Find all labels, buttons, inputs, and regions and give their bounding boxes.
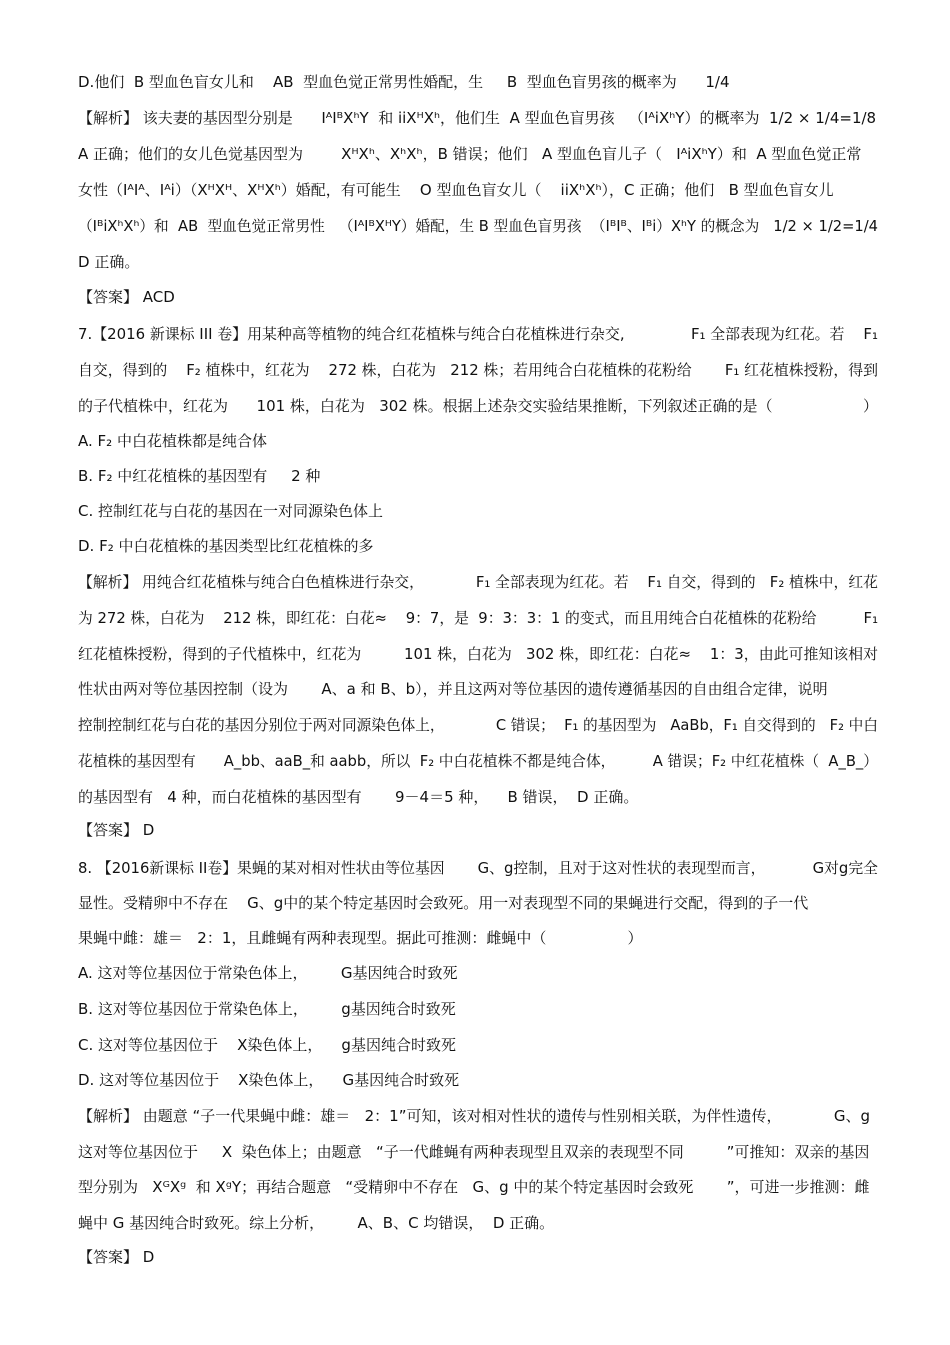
text-line-content: 为 272 株，白花为 212 株，即红花：白花≈ 9：7，是 9：3：3：1 的变式，而且用纯合白花植株的花粉给 F₁ — [78, 609, 878, 627]
text-line — [78, 787, 878, 807]
text-line-content: 的子代植株中，红花为 101 株，白花为 302 株。根据上述杂交实验结果推断，下列叙述正确的是（ ） — [78, 397, 878, 415]
text-line-content: B. F₂ 中红花植株的基因型有 2 种 — [78, 467, 321, 485]
text-line-content: 这对等位基因位于 X 染色体上；由题意 “子一代雌蝇有两种表现型且双亲的表现型不同 ”可推知：双亲的基因 — [78, 1143, 870, 1161]
text-line — [78, 1106, 878, 1126]
text-line-content: D. F₂ 中白花植株的基因类型比红花植株的多 — [78, 537, 374, 555]
text-line — [78, 858, 878, 878]
text-line — [78, 360, 878, 380]
text-line-content: C. 控制红花与白花的基因在一对同源染色体上 — [78, 502, 384, 520]
text-line — [78, 644, 878, 664]
text-line-content: A. F₂ 中白花植株都是纯合体 — [78, 432, 267, 450]
text-line-content: 性状由两对等位基因控制（设为 A、a 和 B、b），并且这两对等位基因的遗传遵循基因的自由组合定律，说明 — [78, 680, 828, 698]
text-line — [78, 252, 878, 272]
text-line — [78, 536, 878, 556]
text-line — [78, 1035, 878, 1055]
text-line-content: 【答案】 ACD — [78, 288, 175, 306]
text-line-content: 【解析】 用纯合红花植株与纯合白色植株进行杂交， F₁ 全部表现为红花。若 F₁ 自交，得到的 F₂ 植株中，红花 — [78, 573, 878, 591]
text-line — [78, 396, 878, 416]
text-line — [78, 287, 878, 307]
text-line — [78, 715, 878, 735]
text-line-content: 【解析】 该夫妻的基因型分别是 IᴬIᴮXʰY 和 iiXᴴXʰ，他们生 A 型血色盲男孩 （IᴬiXʰY）的概率为 1/2 × 1/4=1/8 — [78, 109, 877, 127]
text-line — [78, 1247, 878, 1267]
text-line-content: 【答案】 D — [78, 821, 155, 839]
text-line-content: A. 这对等位基因位于常染色体上， G基因纯合时致死 — [78, 964, 458, 982]
text-line — [78, 431, 878, 451]
text-line — [78, 679, 878, 699]
text-line — [78, 108, 878, 128]
text-line-content: A 正确；他们的女儿色觉基因型为 XᴴXʰ、XʰXʰ，B 错误；他们 A 型血色盲儿子（ IᴬiXʰY）和 A 型血色觉正常 — [78, 145, 862, 163]
text-line — [78, 608, 878, 628]
text-line — [78, 572, 878, 592]
text-line — [78, 1213, 878, 1233]
text-line-content: D.他们 B 型血色盲女儿和 AB 型血色觉正常男性婚配，生 B 型血色盲男孩的概率为 1/4 — [78, 73, 730, 91]
text-line — [78, 1070, 878, 1090]
text-line — [78, 144, 878, 164]
text-line-content: 蝇中 G 基因纯合时致死。综上分析， A、B、C 均错误， D 正确。 — [78, 1214, 555, 1232]
text-line-content: D 正确。 — [78, 253, 140, 271]
text-line — [78, 751, 878, 771]
text-line — [78, 216, 878, 236]
text-line-content: 自交，得到的 F₂ 植株中，红花为 272 株，白花为 212 株；若用纯合白花植株的花粉给 F₁ 红花植株授粉，得到 — [78, 361, 878, 379]
text-line — [78, 1177, 878, 1197]
text-line — [78, 72, 878, 92]
text-line-content: 7.【2016 新课标 III 卷】用某种高等植物的纯合红花植株与纯合白花植株进行杂交, F₁ 全部表现为红花。若 F₁ — [78, 325, 878, 343]
text-line-content: 果蝇中雌：雄＝ 2：1，且雌蝇有两种表现型。据此可推测：雌蝇中（ ） — [78, 929, 643, 947]
text-line — [78, 1142, 878, 1162]
text-line-content: 花植株的基因型有 A_bb、aaB_和 aabb，所以 F₂ 中白花植株不都是纯合体， A 错误；F₂ 中红花植株（ A_B_） — [78, 752, 878, 770]
text-line-content: D. 这对等位基因位于 X染色体上， G基因纯合时致死 — [78, 1071, 460, 1089]
text-line — [78, 180, 878, 200]
text-line — [78, 893, 878, 913]
text-line — [78, 820, 878, 840]
text-line-content: （IᴮiXʰXʰ）和 AB 型血色觉正常男性 （IᴬIᴮXᴴY）婚配，生 B 型血色盲男孩 （IᴮIᴮ、Iᴮi）XʰY 的概念为 1/2 × 1/2=1/4 — [78, 217, 878, 235]
text-line-content: 的基因型有 4 种，而白花植株的基因型有 9－4＝5 种， B 错误， D 正确。 — [78, 788, 639, 806]
text-line — [78, 324, 878, 344]
text-line-content: 女性（IᴬIᴬ、Iᴬi）（XᴴXᴴ、XᴴXʰ）婚配，有可能生 O 型血色盲女儿（ iiXʰXʰ），C 正确；他们 B 型血色盲女儿 — [78, 181, 834, 199]
text-line — [78, 999, 878, 1019]
text-line-content: 【答案】 D — [78, 1248, 155, 1266]
text-line-content: 红花植株授粉，得到的子代植株中，红花为 101 株，白花为 302 株，即红花：白花≈ 1：3，由此可推知该相对 — [78, 645, 878, 663]
text-line-content: 型分别为 XᴳXᵍ 和 XᵍY；再结合题意 “受精卵中不存在 G、g 中的某个特定基因时会致死 ”，可进一步推测：雌 — [78, 1178, 870, 1196]
text-line-content: B. 这对等位基因位于常染色体上， g基因纯合时致死 — [78, 1000, 456, 1018]
text-line — [78, 501, 878, 521]
text-line — [78, 928, 878, 948]
text-line-content: 8. 【2016新课标 II卷】果蝇的某对相对性状由等位基因 G、g控制，且对于这对性状的表现型而言， G对g完全 — [78, 859, 878, 877]
text-line-content: 控制控制红花与白花的基因分别位于两对同源染色体上， C 错误； F₁ 的基因型为 AaBb，F₁ 自交得到的 F₂ 中白 — [78, 716, 878, 734]
text-line-content: C. 这对等位基因位于 X染色体上， g基因纯合时致死 — [78, 1036, 456, 1054]
text-line-content: 【解析】 由题意 “子一代果蝇中雌：雄＝ 2：1”可知，该对相对性状的遗传与性别相关联，为伴性遗传， G、g — [78, 1107, 871, 1125]
text-line-content: 显性。受精卵中不存在 G、g中的某个特定基因时会致死。用一对表现型不同的果蝇进行交配，得到的子一代 — [78, 894, 809, 912]
text-line — [78, 466, 878, 486]
text-line — [78, 963, 878, 983]
